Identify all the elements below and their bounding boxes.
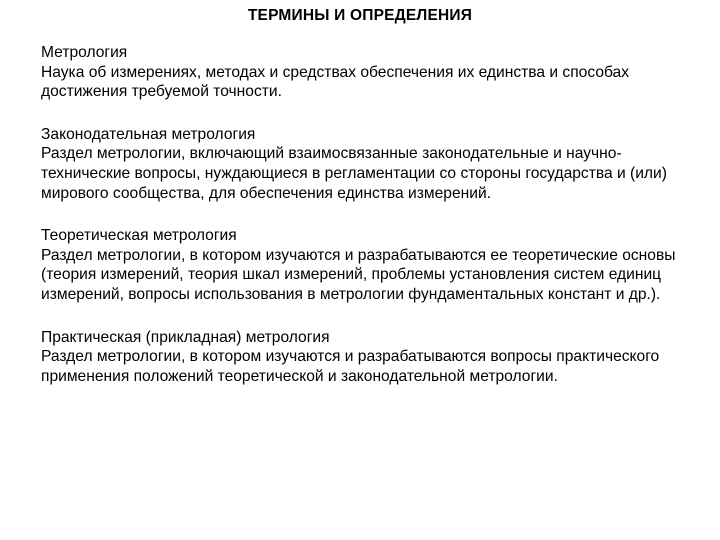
term-heading: Метрология [41,44,128,61]
term-definition: Раздел метрологии, в котором изучаются и разрабатываются вопросы практического применения положений теоретической и законодательной метрологии. [41,348,660,385]
definition-entry-applied-metrology [41,328,701,387]
term-heading: Практическая (прикладная) метрология [41,328,330,346]
definition-entry-theoretical-metrology [41,226,701,304]
definition-entry-metrology [41,43,701,102]
term-definition: Наука об измерениях, методах и средствах обеспечения их единства и способах достижения требуемой точности. [41,63,630,101]
definition-entry-legal-metrology [41,125,701,203]
term-heading: Теоретическая метрология [41,227,237,245]
term-definition: Раздел метрологии, включающий взаимосвязанные законодательные и научно-технические вопросы, нуждающиеся в регламентации со стороны государства и (или) мирового сообщества, для обеспечения единства измерений. [41,145,667,202]
page-title: ТЕРМИНЫ И ОПРЕДЕЛЕНИЯ [247,7,473,24]
term-heading: Законодательная метрология [41,125,256,143]
term-definition: Раздел метрологии, в котором изучаются и разрабатываются ее теоретические основы (теория измерений, теория шкал измерений, проблемы установления систем единиц измерений, вопросы использования в метрологии фундаментальных констант и др.). [41,246,676,303]
definitions-list [41,43,701,409]
